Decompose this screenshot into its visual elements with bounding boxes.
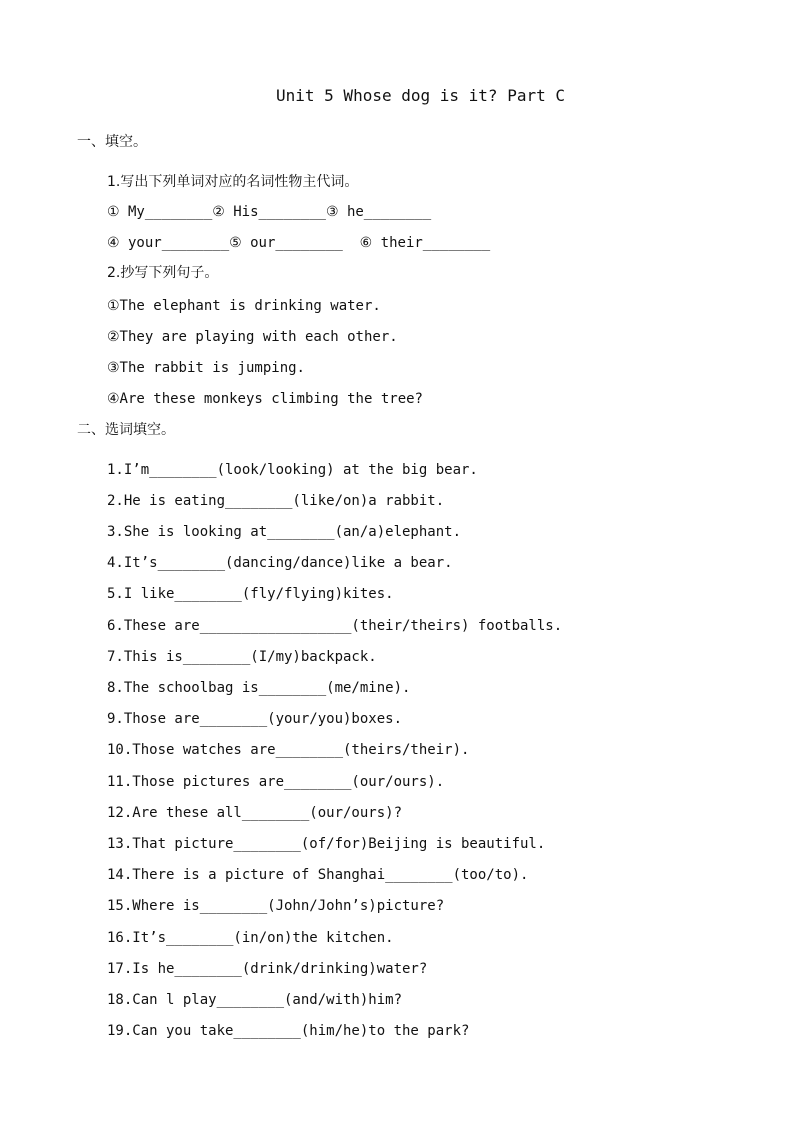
s2-item: 1.I’m________(look/looking) at the big bear. — [107, 462, 478, 478]
s2-item: 13.That picture________(of/for)Beijing is beautiful. — [107, 836, 546, 852]
q2-item: ④Are these monkeys climbing the tree? — [107, 391, 423, 407]
s2-item: 18.Can l play________(and/with)him? — [107, 992, 403, 1008]
s2-item: 5.I like________(fly/flying)kites. — [107, 586, 394, 602]
s2-item: 12.Are these all________(our/ours)? — [107, 805, 403, 821]
s2-item: 19.Can you take________(him/he)to the park? — [107, 1023, 470, 1039]
s2-item: 2.He is eating________(like/on)a rabbit. — [107, 493, 445, 509]
q2-item: ③The rabbit is jumping. — [107, 360, 305, 376]
s2-item: 9.Those are________(your/you)boxes. — [107, 711, 403, 727]
q1-prompt: 1.写出下列单词对应的名词性物主代词。 — [107, 174, 359, 190]
s2-item: 6.These are__________________(their/theirs) footballs. — [107, 618, 563, 634]
q2-item: ①The elephant is drinking water. — [107, 298, 381, 314]
s2-item: 10.Those watches are________(theirs/their). — [107, 742, 470, 758]
q1-row-1: ① My________② His________③ he________ — [107, 204, 432, 220]
s2-item: 17.Is he________(drink/drinking)water? — [107, 961, 428, 977]
s2-item: 7.This is________(I/my)backpack. — [107, 649, 377, 665]
s2-item: 4.It’s________(dancing/dance)like a bear. — [107, 555, 453, 571]
s2-item: 16.It’s________(in/on)the kitchen. — [107, 930, 394, 946]
s2-item: 3.She is looking at________(an/a)elephant. — [107, 524, 462, 540]
section-2-heading: 二、选词填空。 — [77, 422, 175, 438]
page-title: Unit 5 Whose dog is it? Part C — [276, 86, 565, 105]
q1-row-2: ④ your________⑤ our________ ⑥ their________ — [107, 235, 491, 251]
q2-prompt: 2.抄写下列句子。 — [107, 265, 219, 281]
section-1-heading: 一、填空。 — [77, 134, 147, 150]
s2-item: 11.Those pictures are________(our/ours). — [107, 774, 445, 790]
s2-item: 15.Where is________(John/John’s)picture? — [107, 898, 445, 914]
s2-item: 8.The schoolbag is________(me/mine). — [107, 680, 411, 696]
s2-item: 14.There is a picture of Shanghai________(too/to). — [107, 867, 529, 883]
q2-item: ②They are playing with each other. — [107, 329, 398, 345]
